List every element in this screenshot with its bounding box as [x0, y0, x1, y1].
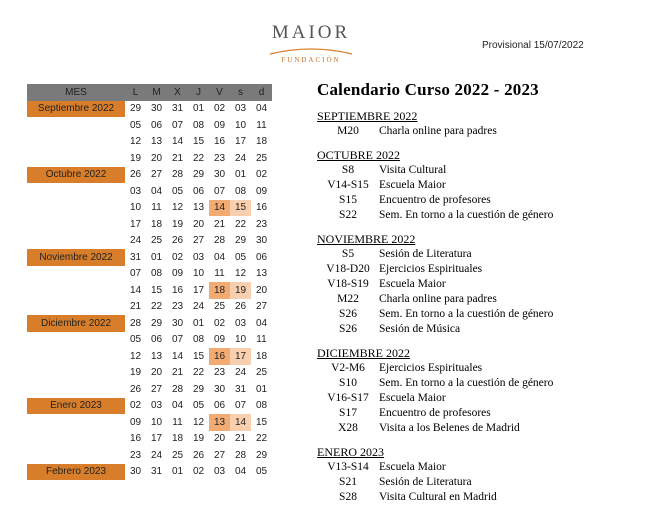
- day-cell: 29: [150, 317, 163, 329]
- day-cell: 26: [234, 301, 247, 313]
- day-cell: 24: [150, 449, 163, 461]
- month-heading: SEPTIEMBRE 2022: [317, 109, 418, 123]
- event-row: [317, 208, 642, 223]
- day-cell: 08: [150, 268, 163, 280]
- week-row: [27, 332, 272, 349]
- day-cell: 24: [129, 235, 142, 247]
- day-cell: 05: [255, 466, 268, 478]
- logo-subtitle: FUNDACIÓN: [281, 56, 341, 64]
- day-cell: 22: [234, 218, 247, 230]
- day-cell: 13: [150, 350, 163, 362]
- event-title: Charla online para padres: [379, 125, 497, 137]
- day-cell: 17: [192, 284, 205, 296]
- event-date: V13-S14: [327, 461, 369, 473]
- day-cell: 17: [234, 136, 247, 148]
- event-date: S5: [341, 248, 355, 260]
- day-cell: 19: [129, 152, 142, 164]
- event-date: V18-S19: [327, 278, 369, 290]
- week-row: [27, 117, 272, 134]
- day-cell: 03: [234, 103, 247, 115]
- week-row: [27, 134, 272, 151]
- day-cell: 27: [150, 383, 163, 395]
- day-cell: 31: [150, 466, 163, 478]
- day-cell: 07: [234, 400, 247, 412]
- day-cell: 10: [150, 416, 163, 428]
- day-cell: 08: [255, 400, 268, 412]
- day-cell: 20: [255, 284, 268, 296]
- day-cell: 23: [129, 449, 142, 461]
- day-cell: 01: [192, 103, 205, 115]
- week-row: [27, 101, 272, 118]
- day-cell: 10: [234, 334, 247, 346]
- day-cell: 08: [234, 185, 247, 197]
- day-header: V: [209, 84, 230, 101]
- event-date: M20: [337, 125, 359, 137]
- event-date: S26: [339, 308, 357, 320]
- event-date: S15: [339, 194, 357, 206]
- day-cell: 20: [150, 367, 163, 379]
- day-cell: 25: [213, 301, 226, 313]
- day-cell: 19: [171, 218, 184, 230]
- month-cell: [27, 216, 125, 233]
- day-cell: 30: [213, 383, 226, 395]
- event-title: Escuela Maior: [379, 461, 446, 473]
- month-events-block: [317, 148, 642, 223]
- day-cell: 28: [129, 317, 142, 329]
- month-label: Octubre 2022: [27, 167, 125, 184]
- day-cell: 10: [129, 202, 142, 214]
- day-cell: 02: [171, 251, 184, 263]
- day-cell: 11: [214, 268, 225, 280]
- logo-arc-icon: [268, 46, 354, 56]
- day-cell: 23: [213, 367, 226, 379]
- day-cell: 21: [171, 367, 184, 379]
- month-cell: [27, 183, 125, 200]
- day-cell: 03: [150, 400, 163, 412]
- month-cell: [27, 348, 125, 365]
- week-row: [27, 315, 272, 332]
- day-cell: 04: [255, 103, 268, 115]
- day-cell: 25: [255, 367, 268, 379]
- event-date: S26: [339, 323, 357, 335]
- day-cell: 25: [150, 235, 163, 247]
- day-cell: 01: [234, 169, 247, 181]
- day-cell: 15: [150, 284, 163, 296]
- event-date: X28: [338, 422, 358, 434]
- event-title: Escuela Maior: [379, 179, 446, 191]
- day-cell: 26: [192, 449, 205, 461]
- month-cell: [27, 414, 125, 431]
- event-title: Visita Cultural en Madrid: [379, 491, 497, 503]
- event-title: Sesión de Literatura: [379, 248, 472, 260]
- day-cell: 01: [150, 251, 163, 263]
- day-cell: 18: [171, 433, 184, 445]
- day-cell: 02: [192, 466, 205, 478]
- event-title: Visita Cultural: [379, 164, 447, 176]
- day-cell: 12: [171, 202, 184, 214]
- event-row: [317, 421, 642, 436]
- month-heading: DICIEMBRE 2022: [317, 346, 410, 360]
- event-title: Visita a los Belenes de Madrid: [379, 422, 520, 434]
- day-cell: 17: [129, 218, 142, 230]
- day-cell: 01: [255, 383, 268, 395]
- week-row: [27, 167, 272, 184]
- day-header: M: [146, 84, 167, 101]
- event-title: Sem. En torno a la cuestión de género: [379, 377, 554, 389]
- event-date: S17: [339, 407, 357, 419]
- day-cell: 18: [150, 218, 163, 230]
- day-cell: 24: [192, 301, 205, 313]
- calendar-grid: [27, 84, 272, 480]
- day-cell: 14: [230, 414, 251, 431]
- day-cell: 04: [213, 251, 226, 263]
- event-title: Sesión de Literatura: [379, 476, 472, 488]
- day-cell: 31: [234, 383, 247, 395]
- month-cell: [27, 447, 125, 464]
- week-row: [27, 381, 272, 398]
- week-row: [27, 282, 272, 299]
- day-cell: 19: [129, 367, 142, 379]
- day-cell: 23: [255, 218, 268, 230]
- event-title: Sesión de Música: [379, 323, 461, 335]
- day-cell: 04: [150, 185, 163, 197]
- week-row: [27, 464, 272, 481]
- event-title: Sem. En torno a la cuestión de género: [379, 209, 554, 221]
- event-row: [317, 277, 642, 292]
- day-cell: 04: [234, 466, 247, 478]
- week-row: [27, 414, 272, 431]
- day-cell: 02: [213, 103, 226, 115]
- day-cell: 13: [255, 268, 268, 280]
- day-cell: 22: [192, 152, 205, 164]
- day-cell: 04: [171, 400, 184, 412]
- day-cell: 12: [129, 350, 142, 362]
- event-title: Escuela Maior: [379, 278, 446, 290]
- event-date: S22: [339, 209, 357, 221]
- day-cell: 06: [150, 119, 163, 131]
- day-cell: 03: [234, 317, 247, 329]
- day-cell: 13: [209, 414, 230, 431]
- day-cell: 20: [150, 152, 163, 164]
- logo-name: MAIOR: [271, 22, 351, 43]
- event-title: Ejercicios Espirituales: [379, 263, 483, 275]
- day-cell: 29: [192, 383, 205, 395]
- day-cell: 16: [209, 348, 230, 365]
- day-cell: 31: [129, 251, 142, 263]
- day-cell: 06: [213, 400, 226, 412]
- month-cell: [27, 431, 125, 448]
- day-header: d: [251, 84, 272, 101]
- week-row: [27, 216, 272, 233]
- day-cell: 21: [129, 301, 142, 313]
- event-date: M22: [337, 293, 359, 305]
- week-row: [27, 447, 272, 464]
- day-cell: 21: [234, 433, 247, 445]
- week-row: [27, 200, 272, 217]
- day-cell: 16: [255, 202, 268, 214]
- month-cell: [27, 233, 125, 250]
- event-row: [317, 391, 642, 406]
- day-cell: 08: [192, 334, 205, 346]
- month-cell: [27, 200, 125, 217]
- event-date: V16-S17: [327, 392, 369, 404]
- day-cell: 06: [192, 185, 205, 197]
- day-cell: 27: [192, 235, 205, 247]
- event-date: V14-S15: [327, 179, 369, 191]
- day-cell: 15: [192, 136, 205, 148]
- day-cell: 14: [171, 350, 184, 362]
- month-cell: [27, 365, 125, 382]
- event-title: Ejercicios Espirituales: [379, 362, 483, 374]
- month-heading: OCTUBRE 2022: [317, 148, 401, 162]
- week-row: [27, 431, 272, 448]
- day-cell: 31: [171, 103, 184, 115]
- day-cell: 11: [256, 119, 267, 131]
- event-row: [317, 262, 642, 277]
- day-cell: 30: [150, 103, 163, 115]
- week-row: [27, 398, 272, 415]
- month-cell: [27, 282, 125, 299]
- day-cell: 08: [192, 119, 205, 131]
- month-label: Septiembre 2022: [27, 101, 125, 118]
- day-cell: 05: [171, 185, 184, 197]
- day-cell: 14: [209, 200, 230, 217]
- day-cell: 14: [171, 136, 184, 148]
- week-row: [27, 365, 272, 382]
- event-title: Encuentro de profesores: [379, 194, 491, 206]
- day-cell: 26: [129, 169, 142, 181]
- course-events-panel: [317, 80, 642, 514]
- day-cell: 15: [255, 416, 268, 428]
- day-cell: 07: [171, 119, 184, 131]
- day-cell: 06: [150, 334, 163, 346]
- day-cell: 30: [129, 466, 142, 478]
- day-cell: 01: [171, 466, 184, 478]
- event-row: [317, 322, 642, 337]
- day-cell: 29: [129, 103, 142, 115]
- month-cell: [27, 266, 125, 283]
- day-cell: 07: [213, 185, 226, 197]
- day-cell: 15: [230, 200, 251, 217]
- day-cell: 17: [150, 433, 163, 445]
- day-cell: 05: [234, 251, 247, 263]
- event-row: [317, 307, 642, 322]
- day-cell: 10: [192, 268, 205, 280]
- day-cell: 09: [213, 119, 226, 131]
- month-label: Noviembre 2022: [27, 249, 125, 266]
- event-title: Sem. En torno a la cuestión de género: [379, 308, 554, 320]
- event-row: [317, 124, 642, 139]
- event-row: [317, 376, 642, 391]
- month-heading: ENERO 2023: [317, 445, 384, 459]
- day-cell: 02: [129, 400, 142, 412]
- day-cell: 23: [213, 152, 226, 164]
- day-cell: 27: [150, 169, 163, 181]
- month-label: Diciembre 2022: [27, 315, 125, 332]
- event-date: S10: [339, 377, 357, 389]
- day-cell: 16: [171, 284, 184, 296]
- day-cell: 02: [255, 169, 268, 181]
- day-cell: 28: [171, 169, 184, 181]
- day-cell: 09: [213, 334, 226, 346]
- day-cell: 09: [255, 185, 268, 197]
- day-cell: 18: [255, 350, 268, 362]
- event-row: [317, 178, 642, 193]
- week-row: [27, 299, 272, 316]
- day-cell: 20: [213, 433, 226, 445]
- event-title: Encuentro de profesores: [379, 407, 491, 419]
- day-cell: 07: [171, 334, 184, 346]
- day-cell: 03: [192, 251, 205, 263]
- day-cell: 06: [255, 251, 268, 263]
- course-title: Calendario Curso 2022 - 2023: [317, 80, 539, 99]
- day-cell: 30: [171, 317, 184, 329]
- day-cell: 09: [129, 416, 142, 428]
- month-label: Febrero 2023: [27, 464, 125, 481]
- event-date: S8: [341, 164, 355, 176]
- day-cell: 20: [192, 218, 205, 230]
- day-cell: 17: [230, 348, 251, 365]
- day-cell: 29: [255, 449, 268, 461]
- day-cell: 11: [256, 334, 267, 346]
- day-cell: 10: [234, 119, 247, 131]
- month-events-block: [317, 346, 642, 436]
- day-cell: 18: [255, 136, 268, 148]
- event-title: Charla online para padres: [379, 293, 497, 305]
- day-cell: 25: [255, 152, 268, 164]
- week-row: [27, 348, 272, 365]
- day-cell: 11: [151, 202, 162, 214]
- month-cell: [27, 332, 125, 349]
- event-row: [317, 460, 642, 475]
- day-cell: 16: [213, 136, 226, 148]
- day-cell: 25: [171, 449, 184, 461]
- day-cell: 03: [129, 185, 142, 197]
- day-cell: 21: [213, 218, 226, 230]
- month-cell: [27, 150, 125, 167]
- day-cell: 29: [192, 169, 205, 181]
- month-heading: NOVIEMBRE 2022: [317, 232, 416, 246]
- day-cell: 05: [129, 334, 142, 346]
- day-cell: 18: [209, 282, 230, 299]
- day-cell: 28: [171, 383, 184, 395]
- day-cell: 05: [192, 400, 205, 412]
- day-cell: 23: [171, 301, 184, 313]
- week-row: [27, 150, 272, 167]
- day-cell: 12: [192, 416, 205, 428]
- day-cell: 21: [171, 152, 184, 164]
- day-cell: 22: [150, 301, 163, 313]
- provisional-date: Provisional 15/07/2022: [482, 40, 584, 51]
- event-row: [317, 292, 642, 307]
- event-row: [317, 361, 642, 376]
- day-cell: 11: [172, 416, 183, 428]
- day-cell: 24: [234, 367, 247, 379]
- event-row: [317, 406, 642, 421]
- day-cell: 03: [213, 466, 226, 478]
- day-cell: 05: [129, 119, 142, 131]
- event-date: S21: [339, 476, 357, 488]
- event-date: V2-M6: [331, 362, 365, 374]
- day-cell: 26: [129, 383, 142, 395]
- day-cell: 22: [192, 367, 205, 379]
- month-cell: [27, 134, 125, 151]
- month-label: Enero 2023: [27, 398, 125, 415]
- week-row: [27, 249, 272, 266]
- day-cell: 28: [213, 235, 226, 247]
- month-cell: [27, 381, 125, 398]
- event-row: [317, 490, 642, 505]
- month-events-block: [317, 232, 642, 337]
- day-cell: 27: [213, 449, 226, 461]
- day-cell: 30: [255, 235, 268, 247]
- event-title: Escuela Maior: [379, 392, 446, 404]
- day-cell: 09: [171, 268, 184, 280]
- day-cell: 07: [129, 268, 142, 280]
- day-cell: 04: [255, 317, 268, 329]
- event-row: [317, 193, 642, 208]
- event-row: [317, 247, 642, 262]
- day-cell: 12: [129, 136, 142, 148]
- day-cell: 27: [255, 301, 268, 313]
- month-cell: [27, 299, 125, 316]
- week-row: [27, 183, 272, 200]
- calendar-header-row: [27, 84, 272, 101]
- event-row: [317, 475, 642, 490]
- day-cell: 13: [150, 136, 163, 148]
- day-cell: 14: [129, 284, 142, 296]
- day-cell: 26: [171, 235, 184, 247]
- day-header: X: [167, 84, 188, 101]
- day-cell: 19: [230, 282, 251, 299]
- day-header: s: [230, 84, 251, 101]
- day-header: L: [125, 84, 146, 101]
- event-date: V18-D20: [326, 263, 370, 275]
- day-cell: 12: [234, 268, 247, 280]
- week-row: [27, 266, 272, 283]
- day-cell: 28: [234, 449, 247, 461]
- day-cell: 02: [213, 317, 226, 329]
- header-mes: MES: [27, 84, 125, 101]
- event-row: [317, 163, 642, 178]
- day-cell: 22: [255, 433, 268, 445]
- day-cell: 29: [234, 235, 247, 247]
- week-row: [27, 233, 272, 250]
- day-cell: 13: [192, 202, 205, 214]
- day-cell: 24: [234, 152, 247, 164]
- month-cell: [27, 117, 125, 134]
- maior-logo: [256, 22, 366, 64]
- day-cell: 16: [129, 433, 142, 445]
- day-cell: 01: [192, 317, 205, 329]
- day-cell: 19: [192, 433, 205, 445]
- event-date: S28: [339, 491, 357, 503]
- day-cell: 15: [192, 350, 205, 362]
- day-cell: 30: [213, 169, 226, 181]
- day-header: J: [188, 84, 209, 101]
- month-events-block: [317, 445, 642, 505]
- month-events-block: [317, 109, 642, 139]
